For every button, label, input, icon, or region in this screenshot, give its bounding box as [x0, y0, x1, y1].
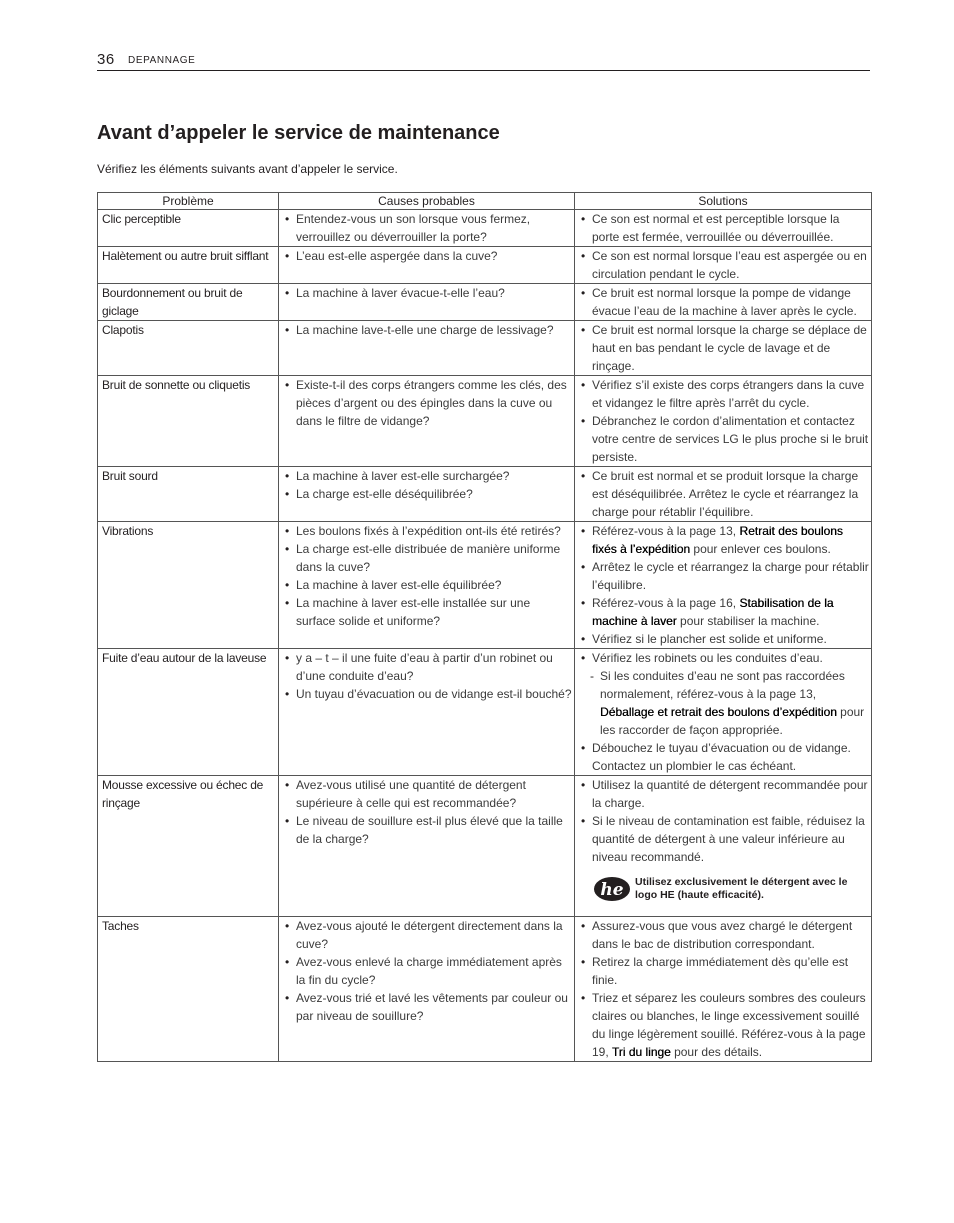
cause-item: • Avez-vous trié et lavé les vêtements par couleur ou par niveau de souillure?	[283, 989, 572, 1025]
table-row	[98, 247, 872, 284]
solution-text: pour stabiliser la machine.	[676, 614, 820, 628]
table-row	[98, 210, 872, 247]
he-note-text: Utilisez exclusivement le détergent avec le logo HE (haute efficacité).	[635, 876, 848, 901]
intro-text: Vérifiez les éléments suivants avant d’appeler le service.	[97, 162, 398, 176]
solutions-cell	[575, 776, 872, 917]
table-row	[98, 467, 872, 522]
solution-item: • Utilisez la quantité de détergent recommandée pour la charge.	[579, 776, 869, 812]
problem-cell: Mousse excessive ou échec de rinçage	[98, 776, 279, 917]
causes-cell	[279, 522, 575, 649]
causes-cell	[279, 649, 575, 776]
page-title: Avant d’appeler le service de maintenance	[97, 122, 500, 144]
section-label: DEPANNAGE	[128, 55, 196, 66]
solutions-cell	[575, 210, 872, 247]
solution-text: Référez-vous à la page 13,	[592, 524, 740, 538]
table-row	[98, 284, 872, 321]
header-problem: Problème	[98, 193, 279, 210]
causes-cell	[279, 467, 575, 522]
solution-text: Si les conduites d’eau ne sont pas raccordées normalement, référez-vous à la page 13,	[600, 669, 845, 701]
solution-item: • Ce bruit est normal et se produit lorsque la charge est déséquilibrée. Arrêtez le cycle et réarrangez la charge pour rétablir l’équilibre.	[579, 467, 869, 521]
solution-item	[579, 989, 869, 1061]
solution-text: pour des détails.	[670, 1045, 763, 1059]
problem-cell: Bourdonnement ou bruit de giclage	[98, 284, 279, 321]
solutions-cell	[575, 247, 872, 284]
cause-item: • La machine lave-t-elle une charge de lessivage?	[283, 321, 572, 339]
cause-item: • La charge est-elle déséquilibrée?	[283, 485, 572, 503]
causes-cell	[279, 376, 575, 467]
solution-item: • Vérifiez s’il existe des corps étrangers dans la cuve et vidangez le filtre après l’arrêt du cycle.	[579, 376, 869, 412]
solution-item: • Si le niveau de contamination est faible, réduisez la quantité de détergent à une valeur inférieure au niveau recommandé.	[579, 812, 869, 866]
solution-item: • Ce bruit est normal lorsque la pompe de vidange évacue l’eau de la machine à laver après le cycle.	[579, 284, 869, 320]
causes-cell	[279, 321, 575, 376]
solution-text: pour enlever ces boulons.	[690, 542, 831, 556]
cause-item: • La machine à laver évacue-t-elle l’eau?	[283, 284, 572, 302]
cause-item: • Avez-vous enlevé la charge immédiatement après la fin du cycle?	[283, 953, 572, 989]
solution-item: • Vérifiez les robinets ou les conduites d’eau.	[579, 649, 869, 667]
cause-item: • La machine à laver est-elle surchargée?	[283, 467, 572, 485]
solution-text: Référez-vous à la page 16,	[592, 596, 740, 610]
solutions-cell	[575, 376, 872, 467]
he-logo-icon	[593, 876, 631, 902]
solution-item: • Débouchez le tuyau d’évacuation ou de vidange. Contactez un plombier le cas échéant.	[579, 739, 869, 775]
solutions-cell	[575, 467, 872, 522]
table-row	[98, 917, 872, 1062]
solution-item: • Débranchez le cordon d’alimentation et contactez votre centre de services LG le plus proche si le bruit persiste.	[579, 412, 869, 466]
solution-text: pour les raccorder de façon appropriée.	[600, 705, 865, 737]
solution-item: • Assurez-vous que vous avez chargé le détergent dans le bac de distribution correspondant.	[579, 917, 869, 953]
problem-cell: Bruit sourd	[98, 467, 279, 522]
solution-item	[579, 594, 869, 630]
cause-item: • La machine à laver est-elle équilibrée?	[283, 576, 572, 594]
problem-cell: Bruit de sonnette ou cliquetis	[98, 376, 279, 467]
causes-cell	[279, 284, 575, 321]
solution-item: • Retirez la charge immédiatement dès qu’elle est finie.	[579, 953, 869, 989]
causes-cell	[279, 917, 575, 1062]
cause-item: • La charge est-elle distribuée de manière uniforme dans la cuve?	[283, 540, 572, 576]
solution-item: • Vérifiez si le plancher est solide et uniforme.	[579, 630, 869, 648]
table-row	[98, 321, 872, 376]
page-header	[97, 50, 870, 71]
cause-item: • Les boulons fixés à l’expédition ont-ils été retirés?	[283, 522, 572, 540]
solutions-cell	[575, 917, 872, 1062]
solutions-cell	[575, 284, 872, 321]
solution-item: • Ce son est normal et est perceptible lorsque la porte est fermée, verrouillée ou déverrouillée.	[579, 210, 869, 246]
cause-item: • Avez-vous ajouté le détergent directement dans la cuve?	[283, 917, 572, 953]
causes-cell	[279, 776, 575, 917]
cause-item: • Un tuyau d’évacuation ou de vidange est-il bouché?	[283, 685, 572, 703]
solution-text: Triez et séparez les couleurs sombres des couleurs claires ou blanches, le linge excessivement souillé du linge légèrement souillé. Référez-vous à la page 19,	[592, 991, 866, 1059]
cause-item: • Avez-vous utilisé une quantité de détergent supérieure à celle qui est recommandée?	[283, 776, 572, 812]
problem-cell: Taches	[98, 917, 279, 1062]
cause-item: • Entendez-vous un son lorsque vous fermez, verrouillez ou déverrouiller la porte?	[283, 210, 572, 246]
solution-item: • Arrêtez le cycle et réarrangez la charge pour rétablir l’équilibre.	[579, 558, 869, 594]
page-number: 36	[97, 51, 115, 68]
solution-subitem	[579, 667, 869, 739]
table-row	[98, 776, 872, 917]
he-detergent-note	[593, 876, 869, 902]
causes-cell	[279, 247, 575, 284]
cause-item: • y a – t – il une fuite d’eau à partir d’un robinet ou d’une conduite d’eau?	[283, 649, 572, 685]
table-row	[98, 522, 872, 649]
he-logo-text: he	[600, 880, 624, 900]
cause-item: • L’eau est-elle aspergée dans la cuve?	[283, 247, 572, 265]
solution-item	[579, 522, 869, 558]
cause-item: • Le niveau de souillure est-il plus élevé que la taille de la charge?	[283, 812, 572, 848]
problem-cell: Clic perceptible	[98, 210, 279, 247]
problem-cell: Fuite d’eau autour de la laveuse	[98, 649, 279, 776]
table-row	[98, 649, 872, 776]
solutions-cell	[575, 649, 872, 776]
problem-cell: Clapotis	[98, 321, 279, 376]
solutions-cell	[575, 321, 872, 376]
solution-item: • Ce bruit est normal lorsque la charge se déplace de haut en bas pendant le cycle de lavage et de rinçage.	[579, 321, 869, 375]
problem-cell: Vibrations	[98, 522, 279, 649]
page-reference: Déballage et retrait des boulons d’expédition	[600, 705, 837, 719]
problem-cell: Halètement ou autre bruit sifflant	[98, 247, 279, 284]
solution-item: • Ce son est normal lorsque l’eau est aspergée ou en circulation pendant le cycle.	[579, 247, 869, 283]
troubleshooting-table	[97, 192, 872, 1062]
header-solutions: Solutions	[575, 193, 872, 210]
page-reference: Retrait des boulons fixés à l’expédition	[592, 524, 843, 556]
page-reference: Stabilisation de la machine à laver	[592, 596, 834, 628]
solutions-cell	[575, 522, 872, 649]
header-causes: Causes probables	[279, 193, 575, 210]
table-header-row	[98, 193, 872, 210]
table-row	[98, 376, 872, 467]
cause-item: • La machine à laver est-elle installée sur une surface solide et uniforme?	[283, 594, 572, 630]
cause-item: • Existe-t-il des corps étrangers comme les clés, des pièces d’argent ou des épingles dans la cuve ou dans le filtre de vidange?	[283, 376, 572, 430]
page-reference: Tri du linge	[611, 1045, 671, 1059]
causes-cell	[279, 210, 575, 247]
